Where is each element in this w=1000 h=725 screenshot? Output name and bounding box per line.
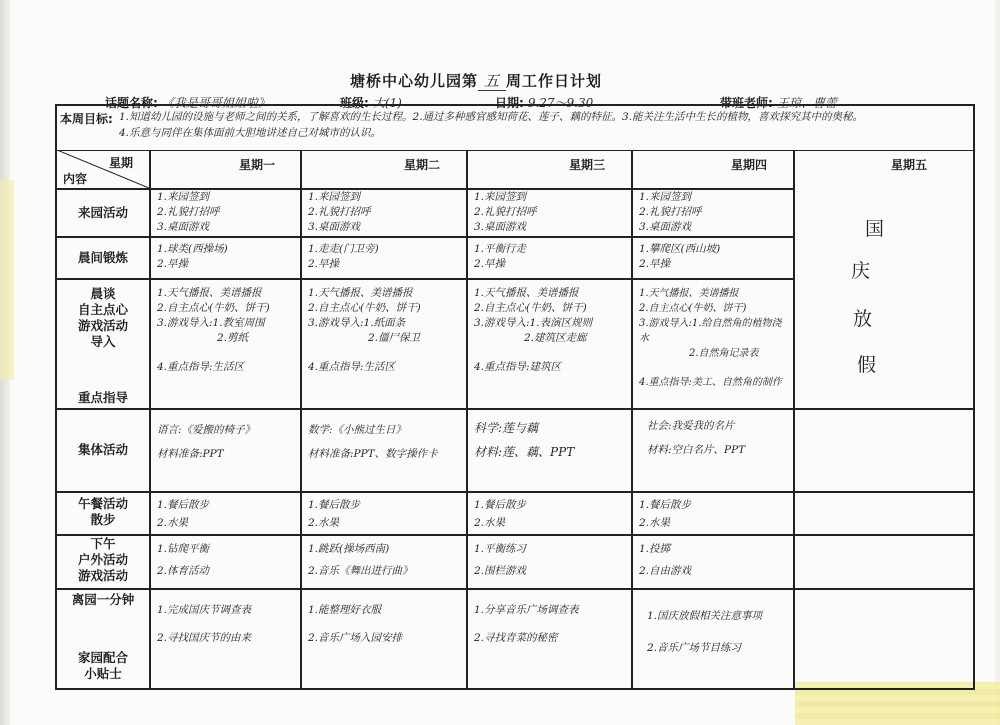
corner-content-label: 内容 bbox=[63, 172, 88, 186]
cell-line: 2.礼貌打招呼 bbox=[308, 206, 371, 218]
row-label-home bbox=[57, 650, 149, 682]
holiday-char: 假 bbox=[857, 354, 877, 376]
cell-line: 2.早操 bbox=[639, 258, 671, 270]
row-label-group: 集体活动 bbox=[77, 442, 128, 457]
cell-line: 3.游戏导入:1.给自然角的植物浇水 bbox=[639, 318, 782, 344]
teacher-value: 王琼、曹蕾 bbox=[776, 96, 837, 110]
cell-line: 2.礼貌打招呼 bbox=[157, 206, 220, 218]
cell-line: 3.游戏导入:1.表演区规则 bbox=[474, 317, 593, 329]
cell-line: 2.早操 bbox=[474, 258, 506, 270]
cell-line: 1.平衡行走 bbox=[474, 243, 527, 255]
cell-line: 1.国庆放假相关注意事项 bbox=[647, 610, 763, 622]
col-divider bbox=[793, 150, 795, 690]
cell-line: 1.走走(门卫旁) bbox=[308, 243, 379, 255]
cell-arrival-tue bbox=[308, 190, 371, 235]
row-divider bbox=[57, 534, 973, 536]
cell-line: 4.重点指导:建筑区 bbox=[474, 361, 562, 373]
row-label-line: 散步 bbox=[90, 512, 116, 527]
row-label-line: 下午 bbox=[90, 536, 116, 551]
cell-line: 2.水果 bbox=[157, 517, 189, 529]
cell-line: 1.餐后散步 bbox=[308, 499, 361, 511]
holiday-char: 放 bbox=[853, 308, 873, 330]
cell-line: 1.平衡练习 bbox=[474, 543, 527, 555]
cell-line: 2.体育活动 bbox=[157, 565, 210, 577]
cell-line: 2.自由游戏 bbox=[639, 565, 692, 577]
day-header-mon: 星期一 bbox=[238, 158, 275, 172]
cell-line: 3.桌面游戏 bbox=[157, 221, 210, 233]
cell-line: 2.自主点心(牛奶、饼干) bbox=[639, 303, 747, 314]
cell-line: 1.来园签到 bbox=[639, 191, 692, 203]
cell-afternoon-mon bbox=[157, 538, 209, 582]
day-header-thu: 星期四 bbox=[730, 158, 767, 172]
cell-line: 2.音乐广场节目练习 bbox=[647, 642, 742, 654]
topic-label: 话题名称: bbox=[105, 96, 158, 110]
cell-lunch-wed bbox=[474, 496, 526, 532]
tape-strip-left bbox=[0, 180, 14, 380]
cell-line: 2.自主点心(牛奶、饼干) bbox=[157, 302, 270, 314]
row-divider bbox=[57, 408, 973, 410]
cell-line: 3.桌面游戏 bbox=[308, 221, 361, 233]
cell-morning-tue bbox=[308, 286, 462, 375]
title-suffix: 周工作日计划 bbox=[506, 72, 603, 90]
cell-line: 2.音乐广场入园安排 bbox=[308, 632, 403, 644]
row-label-line: 午餐活动 bbox=[77, 496, 128, 511]
col-divider bbox=[149, 150, 151, 690]
col-divider bbox=[631, 150, 633, 690]
cell-line: 1.天气播报、美谱播报 bbox=[157, 287, 262, 299]
cell-line: 4.重点指导:美工、自然角的制作 bbox=[639, 377, 782, 388]
cell-line: 科学:莲与藕 bbox=[474, 421, 539, 435]
date-value: 9.27～9.30 bbox=[527, 96, 594, 110]
row-label-arrival: 来园活动 bbox=[77, 205, 128, 220]
cell-line: 2.剪纸 bbox=[217, 332, 249, 344]
class-value: 大(1) bbox=[372, 96, 402, 110]
cell-group-wed bbox=[474, 416, 574, 464]
holiday-char: 国 bbox=[865, 218, 885, 240]
row-label-morning bbox=[57, 286, 149, 350]
col-divider bbox=[466, 150, 468, 690]
cell-morning-thu bbox=[639, 286, 791, 390]
date-label: 日期: bbox=[495, 96, 524, 110]
row-label-line: 自主点心 bbox=[77, 302, 128, 317]
cell-line: 1.完成国庆节调查表 bbox=[157, 604, 252, 616]
cell-line: 2.自然角记录表 bbox=[689, 348, 759, 359]
cell-line: 2.自主点心(牛奶、饼干) bbox=[308, 302, 421, 314]
day-header-tue: 星期二 bbox=[403, 158, 440, 172]
cell-line: 1.能整理好衣服 bbox=[308, 604, 382, 616]
cell-line: 3.游戏导入:1.纸面条 bbox=[308, 317, 406, 329]
cell-line: 4.重点指导:生活区 bbox=[308, 361, 396, 373]
cell-line: 社会:我爱我的名片 bbox=[647, 420, 735, 432]
goals-text bbox=[119, 109, 969, 141]
cell-line: 材料准备:PPT、数字操作卡 bbox=[308, 448, 438, 460]
cell-line: 3.桌面游戏 bbox=[474, 221, 527, 233]
row-label-lunch bbox=[57, 496, 149, 528]
cell-line: 2.寻找国庆节的由来 bbox=[157, 632, 252, 644]
cell-line: 2.早操 bbox=[157, 258, 189, 270]
goals-label: 本周目标: bbox=[60, 112, 113, 126]
cell-line: 2.水果 bbox=[474, 517, 506, 529]
cell-line: 1.来园签到 bbox=[474, 191, 527, 203]
holiday-char: 庆 bbox=[851, 260, 871, 282]
row-label-line: 晨谈 bbox=[90, 286, 116, 301]
cell-exercise-thu bbox=[639, 242, 720, 272]
cell-line: 1.天气播报、美谱播报 bbox=[474, 287, 579, 299]
cell-leave-wed bbox=[474, 596, 579, 652]
cell-line: 材料:空白名片、PPT bbox=[647, 444, 746, 456]
cell-leave-thu bbox=[647, 600, 762, 664]
day-header-fri: 星期五 bbox=[890, 158, 927, 172]
cell-lunch-thu bbox=[639, 496, 691, 532]
cell-line: 2.建筑区走廊 bbox=[524, 332, 587, 344]
cell-line: 1.投掷 bbox=[639, 543, 671, 555]
cell-arrival-thu bbox=[639, 190, 702, 235]
row-divider bbox=[57, 236, 793, 238]
row-label-line: 家园配合 bbox=[77, 650, 128, 665]
cell-line: 2.围栏游戏 bbox=[474, 565, 527, 577]
cell-line: 3.游戏导入:1.教室周围 bbox=[157, 317, 265, 329]
teacher-label: 带班老师: bbox=[720, 96, 773, 110]
cell-line: 1.餐后散步 bbox=[157, 499, 210, 511]
cell-afternoon-thu bbox=[639, 538, 691, 582]
cell-line: 2.音乐《舞出进行曲》 bbox=[308, 565, 413, 577]
cell-group-thu bbox=[647, 414, 745, 462]
weekly-goals-row bbox=[57, 106, 973, 151]
goal-line-2: 4.乐意与同伴在集体面前大胆地讲述自己对城市的认识。 bbox=[119, 127, 382, 139]
cell-morning-mon bbox=[157, 286, 297, 375]
row-divider bbox=[57, 588, 973, 590]
week-number: 五 bbox=[478, 72, 506, 91]
cell-line: 数学:《小熊过生日》 bbox=[308, 424, 407, 436]
cell-exercise-wed bbox=[474, 242, 526, 272]
goal-line-1: 1.知道幼儿园的设施与老师之间的关系，了解喜欢的生长过程。2.通过多种感官感知荷花、莲子、藕的特征。3.能关注生活中生长的植物，喜欢探究其中的奥秘。 bbox=[119, 111, 864, 123]
cell-arrival-mon bbox=[157, 190, 220, 235]
cell-line: 2.礼貌打招呼 bbox=[639, 206, 702, 218]
topic-value: 《我是哥哥姐姐啦》 bbox=[161, 96, 270, 110]
cell-line: 2.自主点心(牛奶、饼干) bbox=[474, 302, 587, 314]
cell-line: 1.跳跃(操场西南) bbox=[308, 543, 390, 555]
cell-afternoon-wed bbox=[474, 538, 526, 582]
cell-line: 2.水果 bbox=[308, 517, 340, 529]
day-header-wed: 星期三 bbox=[568, 158, 605, 172]
cell-morning-wed bbox=[474, 286, 628, 375]
page-title bbox=[350, 70, 602, 91]
corner-weekday-label: 星期 bbox=[109, 156, 134, 170]
cell-leave-mon bbox=[157, 596, 251, 652]
cell-line: 1.钻爬平衡 bbox=[157, 543, 210, 555]
cell-line: 2.水果 bbox=[639, 517, 671, 529]
row-divider bbox=[57, 278, 793, 280]
cell-line: 1.来园签到 bbox=[157, 191, 210, 203]
cell-exercise-mon bbox=[157, 242, 228, 272]
cell-afternoon-tue bbox=[308, 538, 413, 582]
cell-line: 4.重点指导:生活区 bbox=[157, 361, 245, 373]
cell-line: 2.早操 bbox=[308, 258, 340, 270]
cell-line: 1.天气播报、美谱播报 bbox=[639, 288, 739, 299]
cell-lunch-mon bbox=[157, 496, 209, 532]
class-label: 班级: bbox=[340, 96, 369, 110]
col-divider bbox=[300, 150, 302, 690]
row-label-exercise: 晨间锻炼 bbox=[77, 250, 128, 265]
row-label-key-guidance: 重点指导 bbox=[77, 390, 128, 405]
cell-line: 1.球类(西操场) bbox=[157, 243, 228, 255]
cell-line: 语言:《爱搬的椅子》 bbox=[157, 424, 256, 436]
cell-group-mon bbox=[157, 418, 255, 466]
cell-exercise-tue bbox=[308, 242, 379, 272]
row-divider bbox=[57, 491, 973, 493]
cell-line: 2.礼貌打招呼 bbox=[474, 206, 537, 218]
cell-line: 3.桌面游戏 bbox=[639, 221, 692, 233]
cell-line: 材料:莲、藕、PPT bbox=[474, 445, 575, 459]
cell-line: 1.分享音乐广场调查表 bbox=[474, 604, 579, 616]
cell-lunch-tue bbox=[308, 496, 360, 532]
cell-line: 2.寻找青菜的秘密 bbox=[474, 632, 558, 644]
cell-leave-tue bbox=[308, 596, 402, 652]
row-label-line: 游戏活动 bbox=[77, 318, 128, 333]
row-label-line: 导入 bbox=[90, 334, 116, 349]
cell-arrival-wed bbox=[474, 190, 537, 235]
plan-table bbox=[55, 104, 975, 690]
cell-line: 1.餐后散步 bbox=[639, 499, 692, 511]
cell-line: 材料准备:PPT bbox=[157, 448, 224, 460]
row-label-line: 游戏活动 bbox=[77, 568, 128, 583]
cell-line: 1.天气播报、美谱播报 bbox=[308, 287, 413, 299]
row-label-afternoon bbox=[57, 536, 149, 584]
row-label-leave: 离园一分钟 bbox=[71, 592, 135, 607]
row-label-line: 户外活动 bbox=[77, 552, 128, 567]
cell-line: 2.僵尸保卫 bbox=[368, 332, 421, 344]
cell-group-tue bbox=[308, 418, 438, 466]
cell-line: 1.来园签到 bbox=[308, 191, 361, 203]
title-prefix: 塘桥中心幼儿园第 bbox=[350, 72, 479, 90]
cell-line: 1.餐后散步 bbox=[474, 499, 527, 511]
row-label-line: 小贴士 bbox=[84, 666, 122, 681]
cell-line: 1.攀爬区(西山坡) bbox=[639, 243, 721, 255]
